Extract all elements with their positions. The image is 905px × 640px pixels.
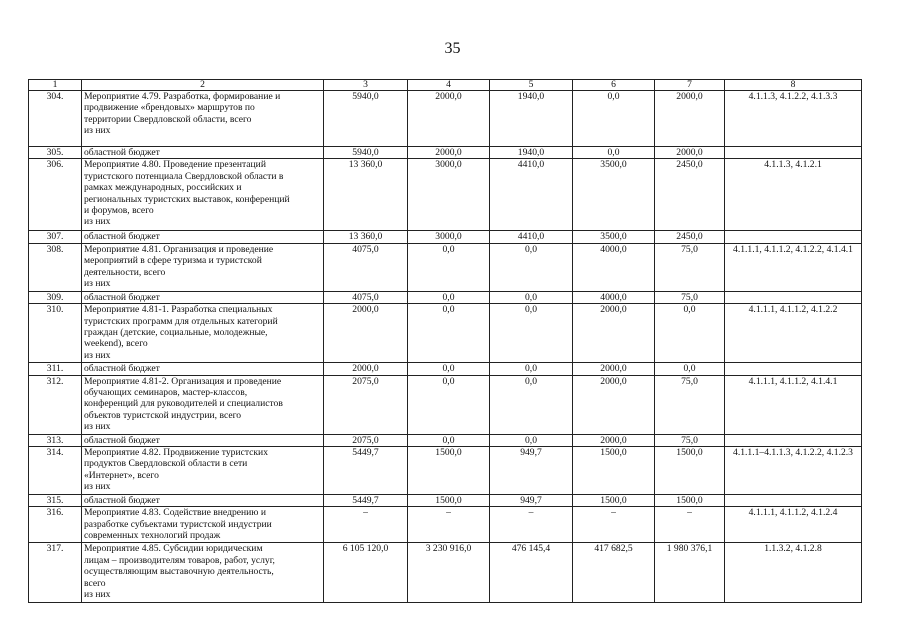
amount-col-4: 3000,0 [408, 159, 490, 231]
amount-col-5: 4410,0 [490, 159, 573, 231]
amount-col-5: 0,0 [490, 375, 573, 434]
row-description [82, 231, 324, 243]
row-number: 306. [29, 159, 82, 231]
description-line: конференций для руководителей и специалистов [84, 398, 283, 410]
amount-col-4: 0,0 [408, 434, 490, 446]
description-line: Мероприятие 4.79. Разработка, формирование и [84, 91, 281, 102]
description-line: продуктов Свердловской области в сети [84, 458, 248, 470]
row-number: 311. [29, 363, 82, 375]
description-line: рамках международных, российских и [84, 182, 242, 194]
row-number: 313. [29, 434, 82, 446]
table-row [29, 304, 862, 363]
description-line: продвижение «брендовых» маршрутов по [84, 102, 255, 114]
description-line: осуществляющим выставочную деятельность, [84, 566, 274, 578]
description-line: туристского потенциала Свердловской области в [84, 170, 284, 182]
column-header: 3 [324, 80, 408, 91]
column-header: 1 [29, 80, 82, 91]
description-line: областной бюджет [84, 495, 160, 507]
row-description [82, 495, 324, 507]
amount-col-6: 0,0 [573, 147, 655, 159]
row-number: 308. [29, 243, 82, 291]
amount-col-7: 2450,0 [655, 231, 725, 243]
description-line: областной бюджет [84, 363, 160, 375]
target-indicators [725, 231, 862, 243]
row-number: 304. [29, 91, 82, 147]
description-line: Мероприятие 4.82. Продвижение туристских [84, 447, 268, 459]
amount-col-6: 2000,0 [573, 375, 655, 434]
column-header: 2 [82, 80, 324, 91]
description-line: лицам – производителям товаров, работ, услуг, [84, 554, 275, 566]
row-description [82, 507, 324, 543]
description-line: из них [84, 421, 111, 433]
description-line: мероприятий в сфере туризма и туристской [84, 255, 262, 267]
amount-col-5: – [490, 507, 573, 543]
budget-table [28, 79, 862, 603]
target-indicators: 4.1.1.3, 4.1.2.1 [725, 159, 862, 231]
amount-col-3: 13 360,0 [324, 231, 408, 243]
amount-col-4: 3000,0 [408, 231, 490, 243]
amount-col-6: 1500,0 [573, 495, 655, 507]
description-line: из них [84, 349, 111, 361]
description-line: территории Свердловской области, всего [84, 113, 252, 125]
amount-col-6: 2000,0 [573, 304, 655, 363]
target-indicators: 4.1.1.3, 4.1.2.2, 4.1.3.3 [725, 91, 862, 147]
amount-col-7: 1500,0 [655, 447, 725, 495]
row-description [82, 434, 324, 446]
amount-col-4: 0,0 [408, 304, 490, 363]
amount-col-3: 5449,7 [324, 495, 408, 507]
row-number: 316. [29, 507, 82, 543]
amount-col-3: 13 360,0 [324, 159, 408, 231]
amount-col-3: 2075,0 [324, 375, 408, 434]
row-description [82, 91, 324, 147]
amount-col-5: 1940,0 [490, 91, 573, 147]
amount-col-7: 75,0 [655, 291, 725, 303]
amount-col-7: 1500,0 [655, 495, 725, 507]
amount-col-6: 1500,0 [573, 447, 655, 495]
amount-col-4: 1500,0 [408, 495, 490, 507]
table-row-subtotal [29, 147, 862, 159]
description-line: областной бюджет [84, 291, 160, 303]
amount-col-7: 1 980 376,1 [655, 543, 725, 603]
row-description [82, 243, 324, 291]
description-line: граждан (детские, социальные, молодежные, [84, 327, 268, 339]
column-header: 4 [408, 80, 490, 91]
description-line: Мероприятие 4.83. Содействие внедрению и [84, 507, 266, 519]
amount-col-6: 2000,0 [573, 363, 655, 375]
description-line: Мероприятие 4.81-1. Разработка специальных [84, 304, 273, 316]
description-line: из них [84, 278, 111, 290]
amount-col-4: 2000,0 [408, 147, 490, 159]
row-description [82, 304, 324, 363]
page-number: 35 [444, 40, 461, 57]
description-line: Мероприятие 4.80. Проведение презентаций [84, 159, 266, 171]
amount-col-6: 4000,0 [573, 291, 655, 303]
amount-col-3: 2075,0 [324, 434, 408, 446]
target-indicators: 1.1.3.2, 4.1.2.8 [725, 543, 862, 603]
table-row [29, 507, 862, 543]
row-number: 305. [29, 147, 82, 159]
target-indicators [725, 434, 862, 446]
amount-col-4: 0,0 [408, 363, 490, 375]
description-line: из них [84, 125, 111, 137]
amount-col-4: 1500,0 [408, 447, 490, 495]
target-indicators: 4.1.1.1, 4.1.1.2, 4.1.2.2, 4.1.4.1 [725, 243, 862, 291]
description-line: всего [84, 577, 106, 589]
amount-col-4: 2000,0 [408, 91, 490, 147]
description-line: Мероприятие 4.81. Организация и проведение [84, 243, 274, 255]
amount-col-5: 476 145,4 [490, 543, 573, 603]
description-line: современных технологий продаж [84, 530, 221, 542]
amount-col-7: 0,0 [655, 363, 725, 375]
description-line: и форумов, всего [84, 205, 154, 217]
amount-col-6: 0,0 [573, 91, 655, 147]
amount-col-3: 5449,7 [324, 447, 408, 495]
description-line: из них [84, 481, 111, 493]
amount-col-3: 5940,0 [324, 91, 408, 147]
amount-col-4: 3 230 916,0 [408, 543, 490, 603]
table-row [29, 375, 862, 434]
column-header: 5 [490, 80, 573, 91]
amount-col-3: 2000,0 [324, 363, 408, 375]
target-indicators: 4.1.1.1–4.1.1.3, 4.1.2.2, 4.1.2.3 [725, 447, 862, 495]
description-line: туристских программ для отдельных категорий [84, 315, 278, 327]
row-description [82, 543, 324, 603]
amount-col-3: 6 105 120,0 [324, 543, 408, 603]
amount-col-4: 0,0 [408, 243, 490, 291]
amount-col-5: 949,7 [490, 495, 573, 507]
amount-col-5: 0,0 [490, 434, 573, 446]
amount-col-7: – [655, 507, 725, 543]
target-indicators: 4.1.1.1, 4.1.1.2, 4.1.2.2 [725, 304, 862, 363]
table-row [29, 243, 862, 291]
description-line: объектов туристской индустрии, всего [84, 409, 242, 421]
amount-col-3: – [324, 507, 408, 543]
row-number: 314. [29, 447, 82, 495]
amount-col-5: 4410,0 [490, 231, 573, 243]
target-indicators [725, 495, 862, 507]
target-indicators: 4.1.1.1, 4.1.1.2, 4.1.4.1 [725, 375, 862, 434]
amount-col-5: 1940,0 [490, 147, 573, 159]
row-number: 315. [29, 495, 82, 507]
table-row-subtotal [29, 363, 862, 375]
amount-col-3: 2000,0 [324, 304, 408, 363]
description-line: из них [84, 216, 111, 228]
table-row [29, 543, 862, 603]
row-number: 312. [29, 375, 82, 434]
amount-col-7: 75,0 [655, 243, 725, 291]
amount-col-7: 2000,0 [655, 91, 725, 147]
amount-col-5: 0,0 [490, 243, 573, 291]
description-line: областной бюджет [84, 147, 160, 158]
table-header-row [29, 80, 862, 91]
amount-col-3: 5940,0 [324, 147, 408, 159]
amount-col-6: 3500,0 [573, 231, 655, 243]
amount-col-3: 4075,0 [324, 243, 408, 291]
amount-col-5: 949,7 [490, 447, 573, 495]
description-line: деятельности, всего [84, 266, 166, 278]
row-number: 310. [29, 304, 82, 363]
description-line: разработке субъектами туристской индустрии [84, 518, 272, 530]
table-row [29, 447, 862, 495]
amount-col-7: 75,0 [655, 434, 725, 446]
table-row [29, 91, 862, 147]
amount-col-4: – [408, 507, 490, 543]
table-row-subtotal [29, 231, 862, 243]
description-line: обучающих семинаров, мастер-классов, [84, 387, 248, 399]
amount-col-4: 0,0 [408, 375, 490, 434]
amount-col-5: 0,0 [490, 291, 573, 303]
row-number: 309. [29, 291, 82, 303]
row-number: 317. [29, 543, 82, 603]
row-description [82, 291, 324, 303]
amount-col-6: – [573, 507, 655, 543]
amount-col-7: 2450,0 [655, 159, 725, 231]
table-row-subtotal [29, 434, 862, 446]
amount-col-6: 4000,0 [573, 243, 655, 291]
description-line: областной бюджет [84, 434, 160, 446]
table-row-subtotal [29, 495, 862, 507]
column-header: 7 [655, 80, 725, 91]
description-line: Мероприятие 4.81-2. Организация и проведение [84, 375, 282, 387]
target-indicators [725, 363, 862, 375]
amount-col-5: 0,0 [490, 304, 573, 363]
description-line: «Интернет», всего [84, 469, 159, 481]
amount-col-6: 3500,0 [573, 159, 655, 231]
column-header: 6 [573, 80, 655, 91]
column-header: 8 [725, 80, 862, 91]
row-number: 307. [29, 231, 82, 243]
table-row [29, 159, 862, 231]
description-line: из них [84, 589, 111, 601]
row-description [82, 159, 324, 231]
row-description [82, 363, 324, 375]
target-indicators [725, 291, 862, 303]
row-description [82, 147, 324, 159]
amount-col-4: 0,0 [408, 291, 490, 303]
amount-col-7: 0,0 [655, 304, 725, 363]
description-line: областной бюджет [84, 231, 160, 243]
row-description [82, 375, 324, 434]
row-description [82, 447, 324, 495]
description-line: региональных туристских выставок, конференций [84, 193, 290, 205]
target-indicators [725, 147, 862, 159]
amount-col-6: 2000,0 [573, 434, 655, 446]
table-row-subtotal [29, 291, 862, 303]
amount-col-7: 75,0 [655, 375, 725, 434]
amount-col-7: 2000,0 [655, 147, 725, 159]
description-line: weekend), всего [84, 338, 148, 350]
table-body [29, 80, 862, 603]
amount-col-3: 4075,0 [324, 291, 408, 303]
amount-col-5: 0,0 [490, 363, 573, 375]
amount-col-6: 417 682,5 [573, 543, 655, 603]
target-indicators: 4.1.1.1, 4.1.1.2, 4.1.2.4 [725, 507, 862, 543]
description-line: Мероприятие 4.85. Субсидии юридическим [84, 543, 263, 555]
